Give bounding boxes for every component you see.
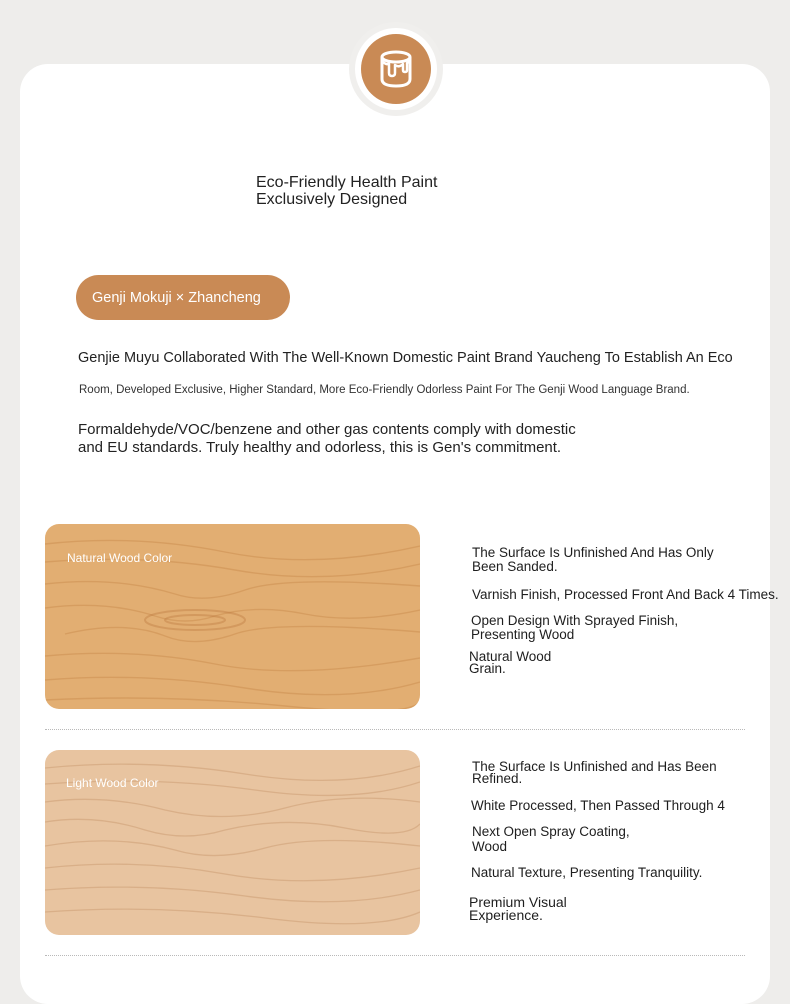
- intro-lead: Genjie Muyu Collaborated With The Well-Known Domestic Paint Brand Yaucheng To Establish An Eco: [78, 350, 733, 366]
- feature-item: Premium Visual Experience.: [469, 894, 567, 923]
- light-wood-swatch: [45, 750, 420, 935]
- feature-item: Open Design With Sprayed Finish, Presenting Wood: [471, 613, 679, 642]
- feature-item: Natural Wood Grain.: [469, 649, 552, 676]
- page-title: [256, 174, 437, 208]
- feature-item: Natural Texture, Presenting Tranquility.: [471, 865, 703, 880]
- collab-badge: [76, 275, 290, 320]
- title-line-1: Eco-Friendly Health Paint: [256, 174, 438, 191]
- divider: [45, 729, 745, 730]
- commitment-text: [78, 421, 658, 457]
- swatch-label: Light Wood Color: [66, 776, 159, 790]
- feature-item: Varnish Finish, Processed Front And Back 4 Times.: [472, 587, 779, 602]
- intro-sub: Room, Developed Exclusive, Higher Standard, More Eco-Friendly Odorless Paint For The Genji Wood Language Brand.: [79, 384, 690, 396]
- logo-badge: [349, 22, 443, 116]
- natural-wood-swatch: [45, 524, 420, 709]
- feature-item: The Surface Is Unfinished And Has Only Been Sanded.: [472, 545, 714, 574]
- commitment-line-1: Formaldehyde/VOC/benzene and other gas contents comply with domestic: [78, 421, 576, 438]
- title-line-2: Exclusively Designed: [256, 191, 408, 208]
- feature-item: The Surface Is Unfinished and Has Been Refined.: [472, 759, 717, 786]
- divider: [45, 955, 745, 956]
- feature-item: White Processed, Then Passed Through 4: [471, 798, 725, 813]
- commitment-line-2: and EU standards. Truly healthy and odorless, this is Gen's commitment.: [78, 439, 562, 456]
- feature-item: Next Open Spray Coating, Wood: [472, 824, 630, 854]
- collab-badge-label: Genji Mokuji × Zhancheng: [92, 289, 261, 306]
- paint-bucket-icon: [361, 34, 431, 104]
- swatch-label: Natural Wood Color: [67, 551, 173, 565]
